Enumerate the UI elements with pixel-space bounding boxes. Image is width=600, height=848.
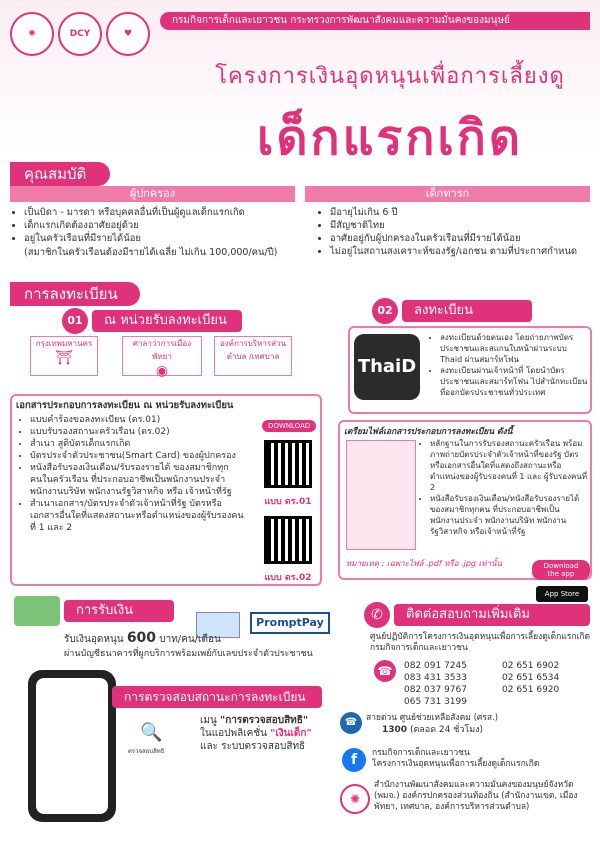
- payment-amount-line: [64, 630, 221, 647]
- list-item: • แบบรับรองสถานะครัวเรือน (ดร.02): [30, 426, 248, 438]
- list-item: • เป็นบิดา - มารดา หรือบุคคลอื่นที่เป็นผู้ดูแลเด็กแรกเกิด: [24, 206, 282, 219]
- payment-amount: 600: [126, 630, 157, 646]
- phone-screen: [36, 678, 108, 814]
- search-icon: 🔍: [140, 722, 163, 743]
- facebook-text[interactable]: [372, 748, 539, 770]
- fb-line-2: โครงการเงินอุดหนุนเพื่อการเลี้ยงดูเด็กแรกเกิด: [372, 759, 540, 769]
- status-line-2: [200, 727, 312, 740]
- list-item: • หนังสือรับรองเงินเดือน/หนังสือรับรองรายได้ของสมาชิกทุกคน ที่ประกอบอาชีพเป็นพนักงานประจำ พนักงานบริษัท พนักงานรัฐวิสาหกิจ หรือเจ้าหน้าที่รัฐ: [430, 493, 588, 537]
- child-heading: เด็กทารก: [305, 186, 590, 202]
- hotline-number[interactable]: 1300: [382, 725, 408, 735]
- documents-heading: เอกสารประกอบการลงทะเบียน ณ หน่วยรับลงทะเบียน: [16, 400, 234, 411]
- phones-col-1: [404, 660, 467, 708]
- status-line1-q: "การตรวจสอบสิทธิ": [220, 715, 309, 726]
- msdhs-seal-icon: ✺: [340, 784, 370, 814]
- local-offices: สำนักงานพัฒนาสังคมและความมั่นคงของมนุษย์จังหวัด (พมจ.) องค์กรปกครองส่วนท้องถิ่น (สำนักงานเขต, เมืองพัทยา, เทศบาล, องค์การบริหารส่วนตำบล): [374, 780, 578, 812]
- phone-icon: ✆: [364, 602, 390, 628]
- office-local: [214, 336, 292, 376]
- list-item: • หลักฐานในการรับรองสถานะครัวเรือน พร้อมภาพถ่ายบัตรประจำตัวเจ้าหน้าที่ของรัฐ บัตรหรือเอกสารอื่นใดที่แสดงถึงสถานะหรือตำแหน่งของผู้รับรองคนที่ 1 และ ผู้รับรองคนที่ 2: [430, 438, 588, 493]
- project-title: โครงการเงินอุดหนุนเพื่อการเลี้ยงดู: [215, 64, 565, 89]
- qr-1-label: แบบ ดร.01: [264, 497, 312, 507]
- app-list: [428, 332, 588, 398]
- documents-list: [18, 414, 248, 534]
- list-item: • สำเนา สูติบัตรเด็กแรกเกิด: [30, 438, 248, 450]
- list-item: • หนังสือรับรองเงินเดือน/รับรองรายได้ ของสมาชิกทุกคนในครัวเรือน ที่ประกอบอาชีพเป็นพนักงานประจำ พนักงานบริษัท พนักงานรัฐวิสาหกิจ หรือ เจ้าหน้าที่รัฐ: [30, 462, 248, 498]
- app-docs-list: [418, 438, 588, 537]
- guardian-note: (สมาชิกในครัวเรือนต้องมีรายได้เฉลี่ย ไม่เกิน 100,000/คน/ปี): [24, 247, 278, 258]
- phone-number[interactable]: 082 037 9767: [404, 685, 467, 695]
- payment-heading: การรับเงิน: [64, 600, 174, 622]
- office-pattaya: [122, 336, 202, 379]
- dcy-logo-text: DCY: [69, 29, 91, 39]
- project-title-main: เด็กแรกเกิด: [256, 110, 524, 166]
- phone-number[interactable]: 02 651 6920: [502, 685, 560, 695]
- list-item: • ลงทะเบียนด้วยตนเอง โดยถ่ายภาพบัตรประชาชนและสแกนใบหน้าผ่านระบบ Thaid ผ่านสมาร์ทโฟน: [440, 332, 588, 365]
- phone-number[interactable]: 065 731 3199: [404, 697, 467, 707]
- option-1-number: 01: [62, 308, 88, 334]
- mother-baby-logo-icon: ♥: [106, 12, 150, 56]
- guardian-list: [12, 206, 282, 245]
- office-label: กรุงเทพมหานคร: [35, 339, 93, 348]
- phones-col-2: [502, 660, 559, 696]
- ministry-bar: กรมกิจการเด็กและเยาวชน กระทรวงการพัฒนาสังคมและความมั่นคงของมนุษย์: [160, 12, 590, 30]
- qualifications-heading: คุณสมบัติ: [10, 162, 110, 186]
- qr-code-dr01[interactable]: [264, 440, 312, 488]
- dcy-logo: [58, 12, 102, 56]
- fb-line-1: กรมกิจการเด็กและเยาวชน: [372, 748, 470, 758]
- list-item: • บัตรประจำตัวประชาชน(Smart Card) ของผู้ปกครอง: [30, 450, 248, 462]
- phone-number[interactable]: 02 651 6902: [502, 661, 560, 671]
- call-icon: ☎: [374, 660, 396, 682]
- status-line-1: [200, 714, 312, 727]
- list-item: • อยู่ในครัวเรือนที่มีรายได้น้อย: [24, 232, 282, 245]
- phone-number[interactable]: 083 431 3533: [404, 673, 467, 683]
- list-item: • มีสัญชาติไทย: [330, 219, 593, 232]
- temple-icon: ⛩: [55, 350, 73, 366]
- hotline-line: [382, 724, 483, 736]
- phone-number[interactable]: 02 651 6534: [502, 673, 560, 683]
- list-item: • สำเนาเอกสาร/บัตรประจำตัวเจ้าหน้าที่รัฐ บัตรหรือเอกสารอื่นใดที่แสดงสถานะหรือตำแหน่งของผู้รับรองคนที่ 1 และ 2: [30, 498, 248, 534]
- status-line2-q: "เงินเด็ก": [270, 728, 312, 739]
- booklet-image: [346, 440, 416, 550]
- phone-mockup: [28, 670, 116, 822]
- thaid-app-icon: ThaiD: [354, 334, 420, 400]
- status-line2-pre: ในแอปพลิเคชั่น: [200, 728, 271, 739]
- phone-number[interactable]: 082 091 7245: [404, 661, 467, 671]
- qr-2-label: แบบ ดร.02: [264, 573, 312, 583]
- status-heading: การตรวจสอบสถานะการลงทะเบียน: [112, 686, 322, 708]
- option-2-number: 02: [372, 298, 398, 324]
- list-item: • เด็กแรกเกิดต้องอาศัยอยู่ด้วย: [24, 219, 282, 232]
- qr-code-dr02[interactable]: [264, 516, 312, 564]
- file-note: หมายเหตุ : เฉพาะไฟล์ .pdf หรือ .jpg เท่านั้น: [346, 559, 502, 568]
- download-app-button[interactable]: Download the app: [532, 560, 590, 580]
- list-item: • อาศัยอยู่กับผู้ปกครองในครัวเรือนที่มีรายได้น้อย: [330, 232, 593, 245]
- payment-unit: บาท/คน/เดือน: [156, 634, 221, 645]
- money-icon: [14, 596, 60, 626]
- download-button[interactable]: DOWNLOAD: [262, 420, 316, 432]
- option-1-label: ณ หน่วยรับลงทะเบียน: [92, 310, 242, 332]
- list-item: • ลงทะเบียนผ่านเจ้าหน้าที่ โดยนำบัตรประชาชนและสมาร์ทโฟน ไปสำนักทะเบียนที่ออกบัตรประชาชนทั่วประเทศ: [440, 365, 588, 398]
- list-item: • แบบคำร้องขอลงทะเบียน (ดร.01): [30, 414, 248, 426]
- child-list: [318, 206, 593, 258]
- facebook-icon[interactable]: f: [342, 748, 366, 772]
- hotline-label: สายด่วน ศูนย์ช่วยเหลือสังคม (ศรส.): [366, 713, 499, 723]
- app-docs-heading: เตรียมไฟล์เอกสารประกอบการลงทะเบียน ดังนี้: [344, 427, 513, 437]
- hotline-note: (ตลอด 24 ชั่วโมง): [409, 725, 484, 735]
- promptpay-logo: PromptPay: [250, 612, 330, 634]
- list-item: • มีอายุไม่เกิน 6 ปี: [330, 206, 593, 219]
- option-2-label: ลงทะเบียน: [402, 300, 532, 322]
- government-seal-icon: ✺: [10, 12, 54, 56]
- office-bangkok: [30, 336, 98, 376]
- contact-center: ศูนย์ปฏิบัติการโครงการเงินอุดหนุนเพื่อการเลี้ยงดูเด็กแรกเกิด กรมกิจการเด็กและเยาวชน: [370, 632, 591, 653]
- contact-heading: ติดต่อสอบถามเพิ่มเติม: [394, 604, 590, 626]
- globe-icon: ◉: [155, 363, 169, 379]
- payment-method: ผ่านบัญชีธนาคารที่ผูกบริการพร้อมเพย์กับเลขประจำตัวประชาชน: [64, 649, 313, 659]
- office-label: ศาลาว่าการเมืองพัทยา: [132, 339, 192, 361]
- guardian-heading: ผู้ปกครอง: [10, 186, 295, 202]
- hotline-icon: ☎: [340, 712, 362, 734]
- status-line-3: และ ระบบตรวจสอบสิทธิ: [200, 741, 306, 752]
- search-caption: ตรวจสอบสิทธิ: [128, 748, 165, 755]
- app-store-button[interactable]: App Store: [536, 586, 588, 602]
- list-item: • ไม่อยู่ในสถานสงเคราะห์ของรัฐ/เอกชน ตามที่ประกาศกำหนด: [330, 245, 593, 258]
- office-label: องค์การบริหารส่วนตำบล /เทศบาล: [220, 339, 286, 361]
- registration-heading: การลงทะเบียน: [10, 282, 140, 306]
- status-text: [200, 714, 312, 753]
- payment-text: รับเงินอุดหนุน: [64, 634, 127, 645]
- status-line1-pre: เมนู: [200, 715, 221, 726]
